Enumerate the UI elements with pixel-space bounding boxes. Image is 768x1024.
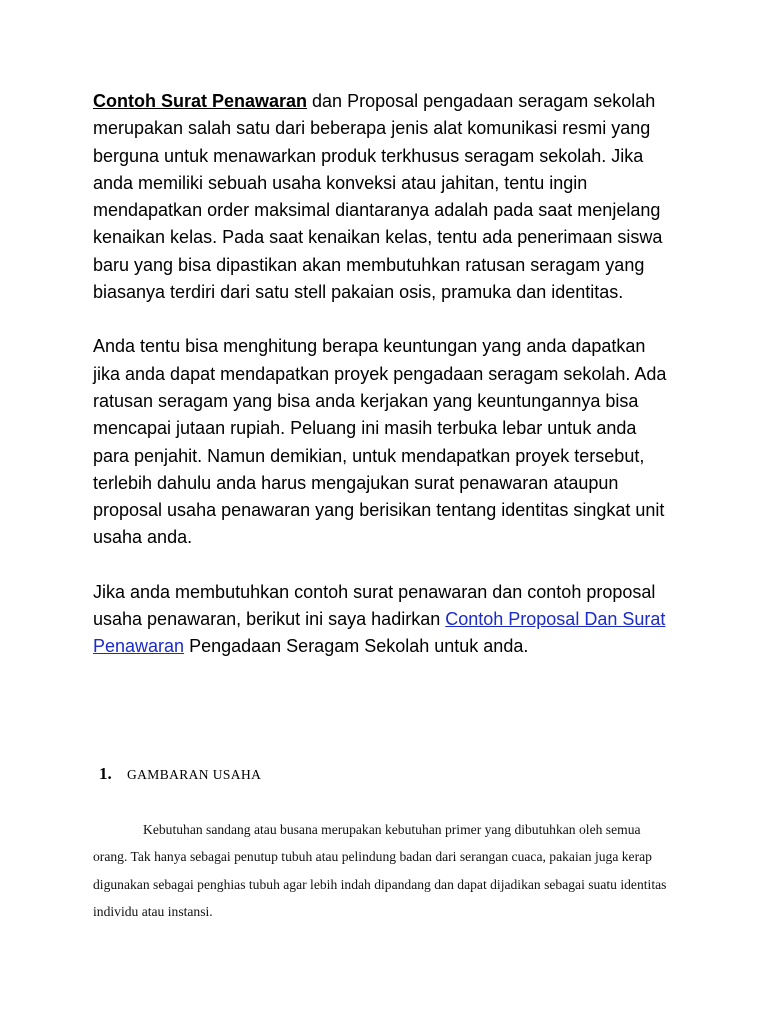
intro-paragraph <box>93 88 673 306</box>
contoh-proposal-link[interactable]: Contoh Proposal Dan Surat Penawaran <box>93 609 666 657</box>
profit-paragraph <box>93 333 673 551</box>
section-heading <box>93 764 261 784</box>
offer-paragraph-text-after: Pengadaan Seragam Sekolah untuk anda. <box>184 636 529 657</box>
offer-paragraph <box>93 579 673 661</box>
offer-paragraph-text-before: Jika anda membutuhkan contoh surat penawaran dan contoh proposal usaha penawaran, berikut ini saya hadirkan <box>93 581 656 630</box>
section-body: Kebutuhan sandang atau busana merupakan kebutuhan primer yang dibutuhkan oleh semua orang. Tak hanya sebagai penutup tubuh atau pelindung badan dari serangan cuaca, pakaian juga kerap digunakan sebagai penghias tubuh agar lebih indah dipandang dan dapat dijadikan sebagai suatu identitas individu atau instansi. <box>93 822 667 919</box>
contoh-surat-penawaran-link[interactable]: Contoh Surat Penawaran <box>93 91 308 111</box>
section-number: 1. <box>99 764 112 783</box>
section-title: GAMBARAN USAHA <box>127 767 262 782</box>
document-page <box>93 88 673 919</box>
intro-paragraph-text: dan Proposal pengadaan seragam sekolah merupakan salah satu dari beberapa jenis alat komunikasi resmi yang berguna untuk menawarkan produk terkhusus seragam sekolah. Jika anda memiliki sebuah usaha konveksi atau jahitan, tentu ingin mendapatkan order maksimal diantaranya adalah pada saat menjelang kenaikan kelas. Pada saat kenaikan kelas, tentu ada penerimaan siswa baru yang bisa dipastikan akan membutuhkan ratusan seragam yang biasanya terdiri dari satu stell pakaian osis, pramuka dan identitas. <box>93 91 663 303</box>
profit-paragraph-text: Anda tentu bisa menghitung berapa keuntungan yang anda dapatkan jika anda dapat mendapatkan proyek pengadaan seragam sekolah. Ada ratusan seragam yang bisa anda kerjakan yang keuntungannya bisa mencapai jutaan rupiah. Peluang ini masih terbuka lebar untuk anda para penjahit. Namun demikian, untuk mendapatkan proyek tersebut, terlebih dahulu anda harus mengajukan surat penawaran ataupun proposal usaha penawaran yang berisikan tentang identitas singkat unit usaha anda. <box>93 336 667 548</box>
